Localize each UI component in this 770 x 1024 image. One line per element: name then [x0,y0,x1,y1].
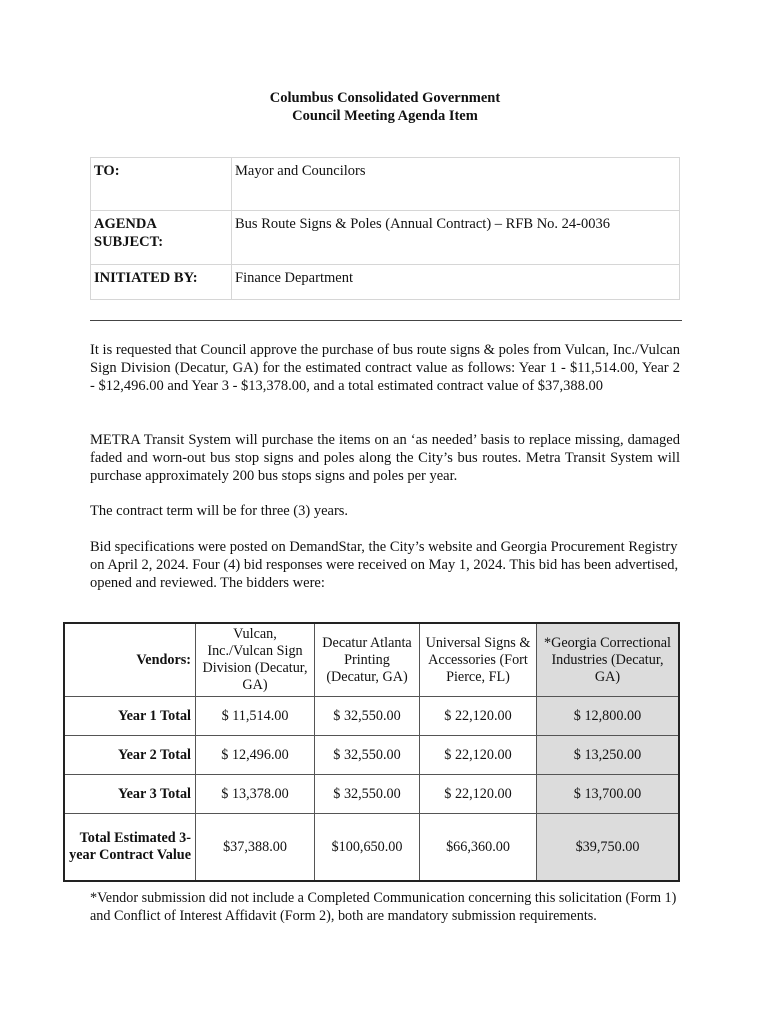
vendor-name: Universal Signs & Accessories (Fort Pierce, FL) [420,623,537,697]
bid-specifications-paragraph: Bid specifications were posted on DemandStar, the City’s website and Georgia Procurement Registry on April 2, 2024. Four (4) bid responses were received on May 1, 2024. This bid has been advertised, opened and reviewed. The bidders were: [90,539,679,591]
bid-table [63,622,680,882]
agenda-subject-value: Bus Route Signs & Poles (Annual Contract) – RFB No. 24-0036 [232,211,680,265]
row-label: Year 3 Total [64,775,196,814]
bid-cell: $100,650.00 [315,814,420,882]
bid-cell: $ 32,550.00 [315,697,420,736]
contract-term-paragraph: The contract term will be for three (3) years. [90,503,349,519]
initiated-by-row [91,265,680,300]
agenda-item-title: Council Meeting Agenda Item [292,108,478,124]
bid-cell: $ 13,250.00 [537,736,680,775]
table-row [64,697,679,736]
vendors-label: Vendors: [64,623,196,697]
bid-cell: $ 22,120.00 [420,736,537,775]
bid-cell: $37,388.00 [196,814,315,882]
initiated-by-value: Finance Department [232,265,680,300]
request-paragraph: It is requested that Council approve the purchase of bus route signs & poles from Vulcan, Inc./Vulcan Sign Division (Decatur, GA) for the estimated contract value as follows: Year 1 - $11,514.00, Year 2 - $12,496.00 and Year 3 - $13,378.00, and a total estimated contract value of $37,388.00 [90,342,680,394]
section-divider [90,320,682,321]
bid-cell: $ 12,496.00 [196,736,315,775]
row-label: Year 1 Total [64,697,196,736]
vendor-footnote: *Vendor submission did not include a Completed Communication concerning this solicitation (Form 1) and Conflict of Interest Affidavit (Form 2), both are mandatory submission requirements. [90,890,677,924]
metra-paragraph: METRA Transit System will purchase the items on an ‘as needed’ basis to replace missing, damaged faded and worn-out bus stop signs and poles along the City’s bus routes. Metra Transit System will purchase approximately 200 bus stops signs and poles per year. [90,432,680,484]
vendor-name: Decatur Atlanta Printing (Decatur, GA) [315,623,420,697]
bid-cell: $ 22,120.00 [420,775,537,814]
row-label: Year 2 Total [64,736,196,775]
bid-cell: $ 12,800.00 [537,697,680,736]
agenda-subject-row [91,211,680,265]
table-row-total [64,814,679,882]
vendor-name: Vulcan, Inc./Vulcan Sign Division (Decatur, GA) [196,623,315,697]
document-header [0,89,770,125]
to-row [91,158,680,211]
to-label: TO: [91,158,232,211]
bid-cell: $39,750.00 [537,814,680,882]
bid-cell: $ 32,550.00 [315,736,420,775]
bid-cell: $ 13,378.00 [196,775,315,814]
bid-cell: $ 22,120.00 [420,697,537,736]
bid-header-row [64,623,679,697]
to-value: Mayor and Councilors [232,158,680,211]
bid-cell: $ 32,550.00 [315,775,420,814]
bid-cell: $ 13,700.00 [537,775,680,814]
vendor-name: *Georgia Correctional Industries (Decatur, GA) [537,623,680,697]
table-row [64,736,679,775]
agenda-info-table [90,157,680,300]
initiated-by-label: INITIATED BY: [91,265,232,300]
table-row [64,775,679,814]
agenda-subject-label: AGENDA SUBJECT: [91,211,232,265]
government-title: Columbus Consolidated Government [269,90,501,106]
bid-cell: $ 11,514.00 [196,697,315,736]
row-label: Total Estimated 3-year Contract Value [64,814,196,882]
bid-cell: $66,360.00 [420,814,537,882]
